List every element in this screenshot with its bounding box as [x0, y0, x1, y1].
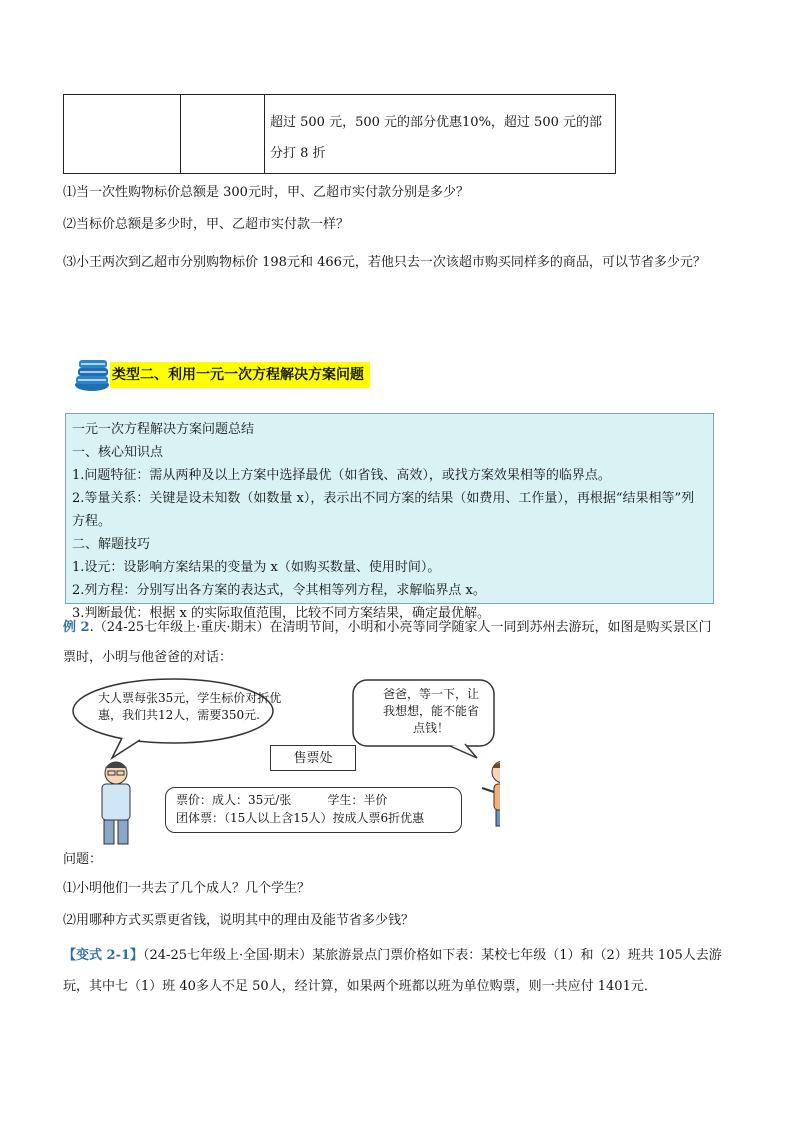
- right-speech-bubble: [366, 686, 496, 737]
- table-cell-empty-2: [180, 95, 265, 173]
- bubble-line: 大人票每张35元，学生标价对折优: [98, 691, 282, 705]
- questions-heading: 问题：: [63, 852, 103, 867]
- left-speech-bubble: [98, 690, 288, 724]
- variant-tag: 【变式 2-1】: [63, 948, 144, 963]
- summary-line: 2.等量关系：关键是设未知数（如数量 x），表示出不同方案的结果（如费用、工作量），再根据“结果相等”列方程。: [72, 491, 695, 529]
- example-2: [63, 613, 723, 673]
- summary-box: [65, 413, 714, 621]
- table-cell-empty-1: [64, 95, 181, 173]
- bubble-line: 爸爸，等一下，让: [382, 687, 479, 701]
- section-title: 类型二、利用一元一次方程解决方案问题: [110, 362, 370, 388]
- summary-line: 2.列方程：分别写出各方案的表达式，令其相等列方程，求解临界点 x。: [72, 583, 486, 598]
- summary-line: 1.问题特征：需从两种及以上方案中选择最优（如省钱、高效），或找方案效果相等的临界点。: [72, 468, 611, 483]
- example-tag: 例 2: [63, 620, 90, 635]
- bubble-line: 我想想，能不能省: [382, 704, 479, 718]
- table-cell-discount-rule: 超过 500 元，500 元的部分优惠10%，超过 500 元的部分打 8 折: [270, 115, 602, 161]
- ticket-price-board: [165, 787, 462, 833]
- pricing-table: [63, 94, 616, 174]
- variant-text: （24-25七年级上·全国·期末）某旅游景点门票价格如下表：某校七年级（1）和（2）班共 105人去游玩，其中七（1）班 40多人不足 50人，经计算，如果两个班都以班为单位购票，则一共应付 1401元．: [63, 948, 722, 994]
- ticket-booth-sign: 售票处: [270, 745, 356, 771]
- question-1: ⑴当一次性购物标价总额是 300元时，甲、乙超市实付款分别是多少？: [63, 185, 469, 200]
- summary-line: 一、核心知识点: [72, 445, 164, 460]
- question-item: ⑴小明他们一共去了几个成人？几个学生？: [63, 881, 311, 896]
- father-figure: [102, 762, 130, 844]
- bubble-line: 惠，我们共12人，需要350元.: [98, 708, 260, 722]
- books-icon: [73, 356, 111, 392]
- summary-line: 1.设元：设影响方案结果的变量为 x（如购买数量、使用时间）。: [72, 560, 441, 575]
- summary-line: 一元一次方程解决方案问题总结: [72, 422, 255, 437]
- question-item: ⑵用哪种方式买票更省钱，说明其中的理由及能节省多少钱？: [63, 913, 415, 928]
- boy-figure: [482, 761, 500, 826]
- question-3: ⑶小王两次到乙超市分别购物标价 198元和 466元，若他只去一次该超市购买同样多的商品，可以节省多少元？: [63, 255, 706, 270]
- price-line: 票价：成人：35元/张 学生：半价: [176, 793, 388, 807]
- question-2: ⑵当标价总额是多少时，甲、乙超市实付款一样？: [63, 217, 350, 232]
- variant-2-1: [63, 940, 727, 1002]
- price-line: 团体票：（15人以上含15人）按成人票6折优惠: [176, 811, 425, 825]
- summary-line: 3.判断最优：根据 x 的实际取值范围，比较不同方案结果，确定最优解。: [72, 606, 490, 621]
- example-text: .（24-25七年级上·重庆·期末）在清明节间，小明和小亮等同学随家人一同到苏州去游玩，如图是购买景区门票时，小明与他爸爸的对话：: [63, 620, 712, 665]
- summary-line: 二、解题技巧: [72, 537, 151, 552]
- bubble-line: 点钱！: [412, 721, 449, 735]
